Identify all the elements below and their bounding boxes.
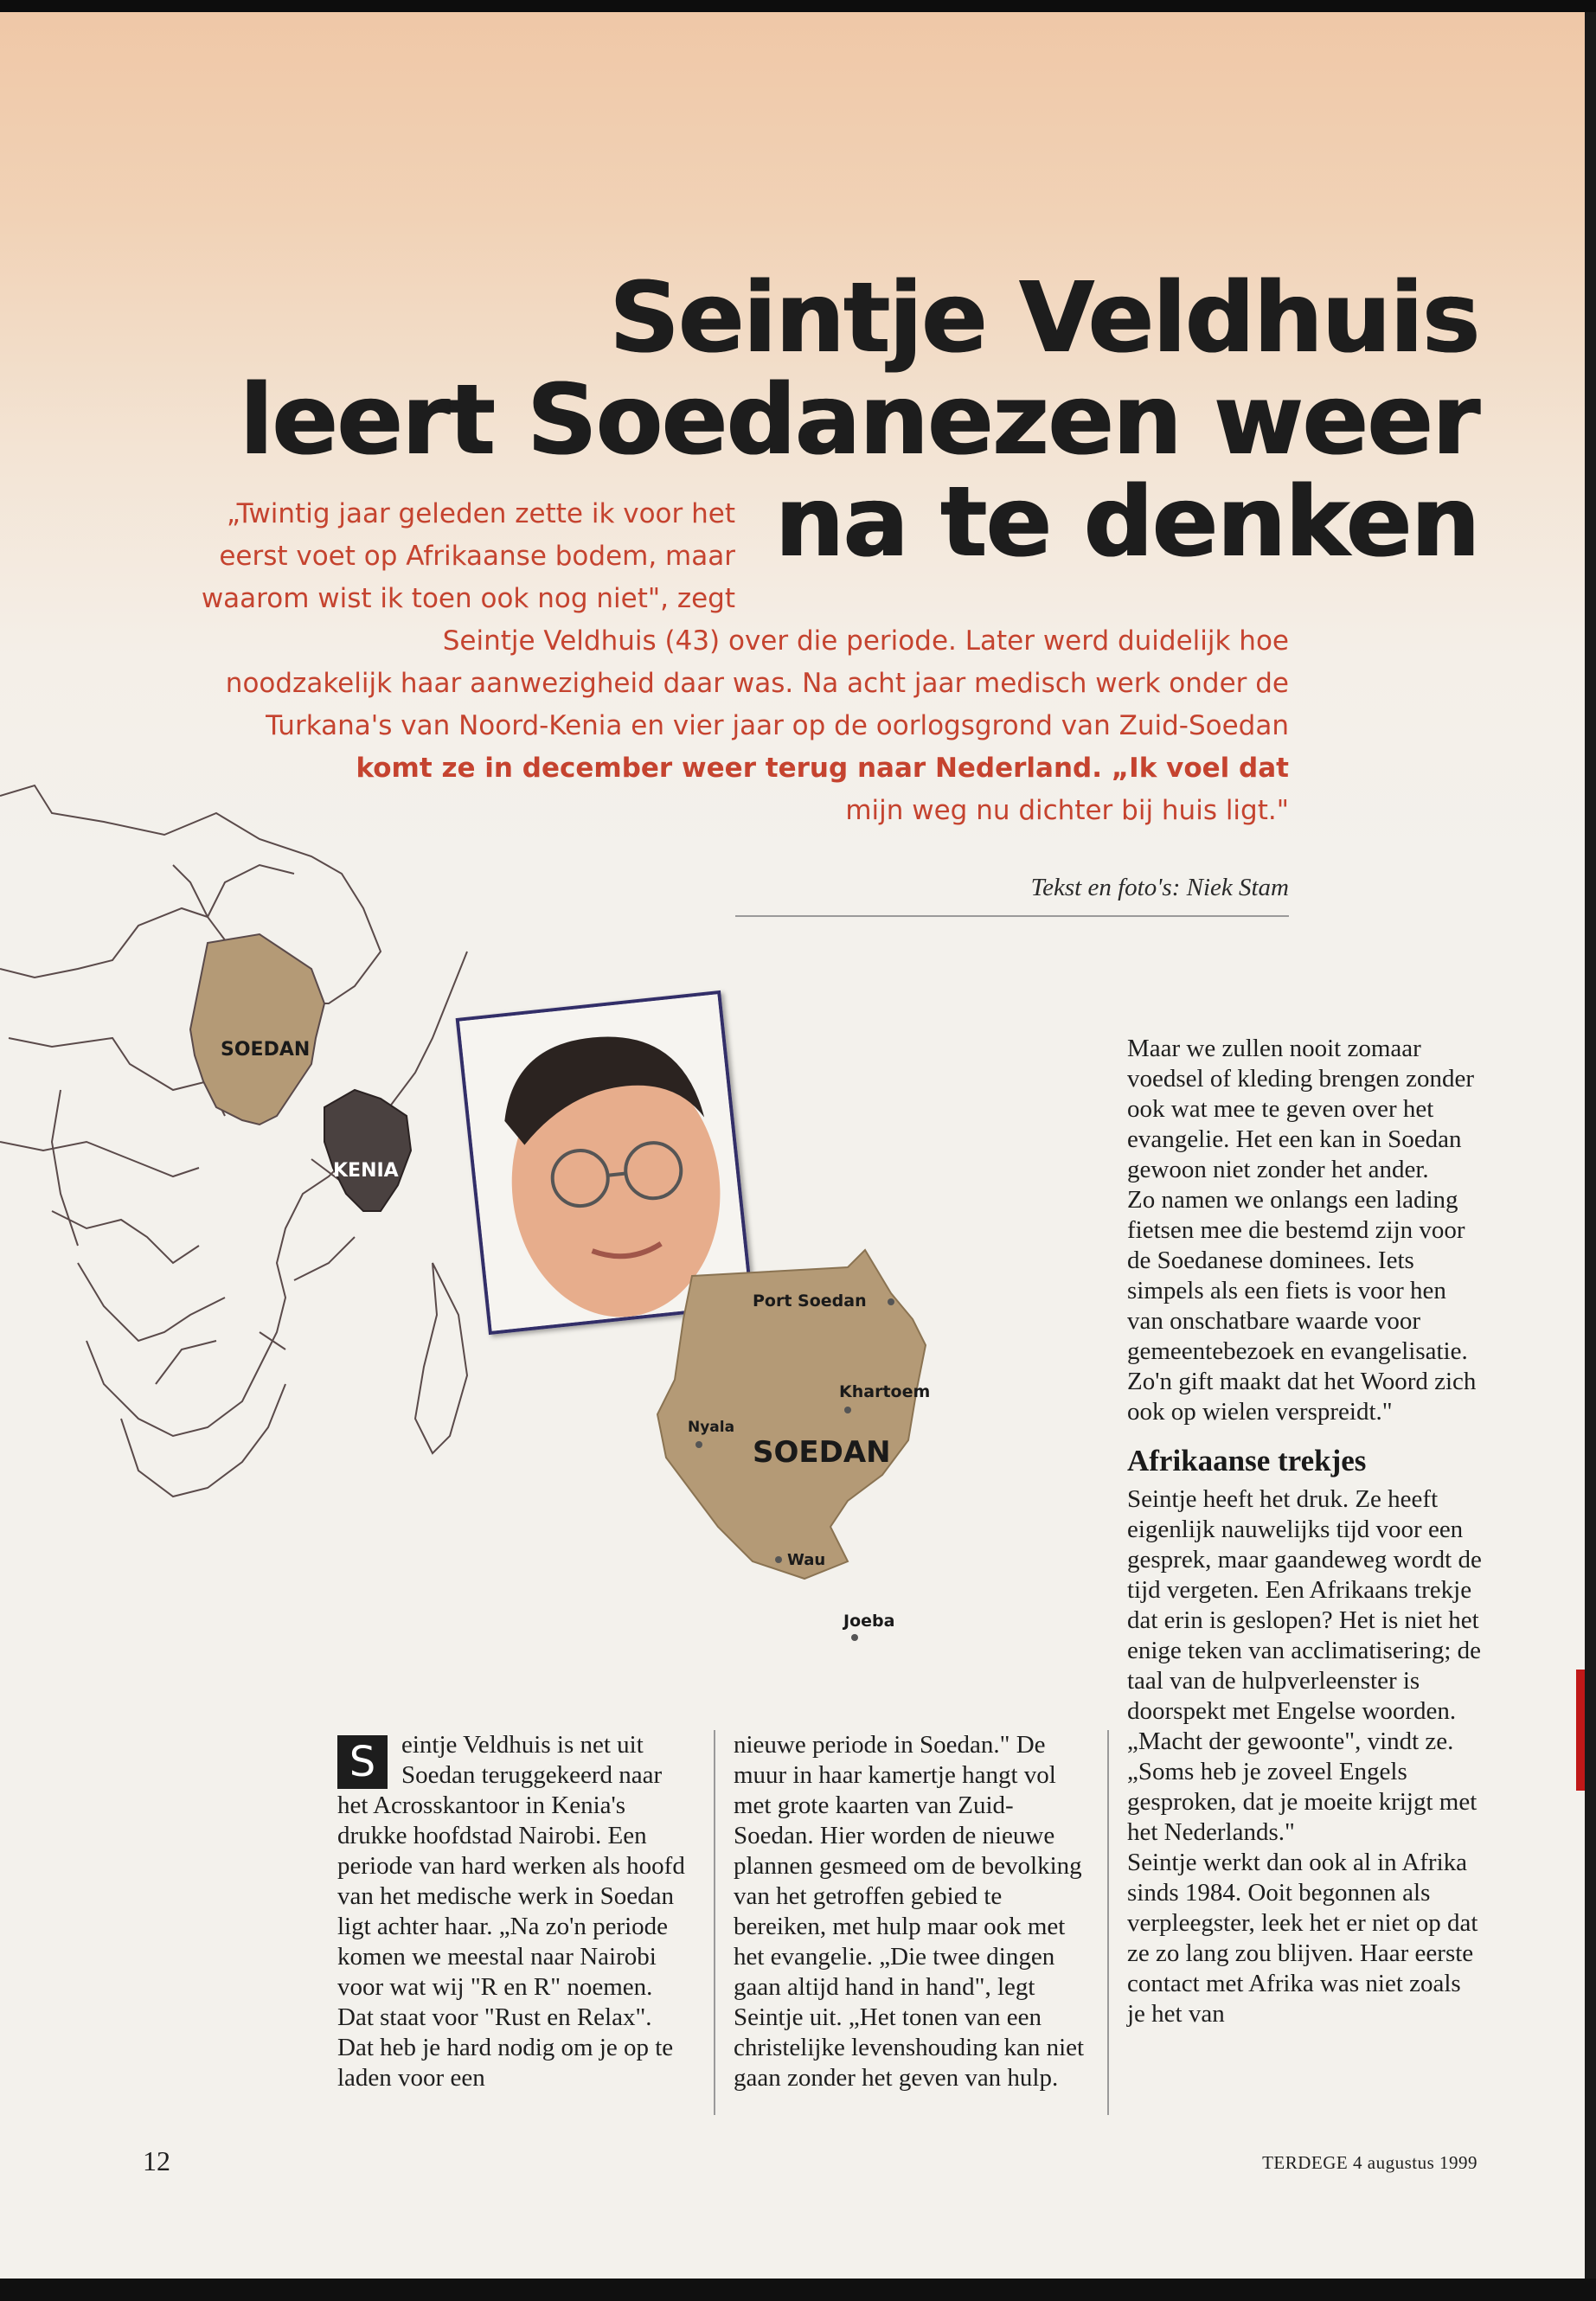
article-column-2	[734, 1730, 1086, 2093]
paragraph: nieuwe periode in Soedan." De muur in haar kamertje hangt vol met grote kaarten van Zuid-Soedan. Hier worden de nieuwe plannen gesmeed om de bevolking van het getroffen gebied te bereiken, met hulp maar ook met het evangelie. „Die twee dingen gaan altijd hand in hand", legt Seintje uit. „Het tonen van een christelijke levenshouding kan niet gaan zonder het geven van hulp.	[734, 1731, 1085, 2092]
headline-line-2: leert Soedanezen weer	[240, 364, 1479, 477]
city-dot	[695, 1441, 702, 1448]
sudan-shape	[190, 934, 324, 1125]
intro-line: eerst voet op Afrikaanse bodem, maar	[219, 541, 735, 572]
headline-line-3: na te denken	[775, 466, 1479, 579]
sudan-map	[623, 1215, 1029, 1665]
scan-right-border	[1585, 12, 1596, 2279]
intro-line: Seintje Veldhuis (43) over die periode. Later werd duidelijk hoe	[442, 625, 1289, 657]
city-wau: Wau	[787, 1551, 826, 1569]
scan-top-border	[0, 0, 1596, 12]
intro-line: „Twintig jaar geleden zette ik voor het	[226, 498, 735, 529]
intro-line: noodzakelijk haar aanwezigheid daar was. Na acht jaar medisch werk onder de	[225, 668, 1289, 699]
drop-cap: S	[337, 1735, 388, 1789]
scan-bottom-border	[0, 2279, 1596, 2301]
paragraph: Maar we zullen nooit zomaar voedsel of kleding brengen zonder ook wat mee te geven over het evangelie. Het een kan in Soedan gewoon niet zonder het ander.	[1127, 1035, 1475, 1183]
city-khartoem: Khartoem	[839, 1382, 931, 1401]
magazine-footer: TERDEGE 4 augustus 1999	[1262, 2152, 1477, 2173]
paragraph: Zo namen we onlangs een lading fietsen mee die bestemd zijn voor de Soedanese dominees. Iets simpels als een fiets is voor hen van onschatbare waarde voor gemeentebezoek en evangelisatie. Zo'n gift maakt dat het Woord zich ook op wielen verspreidt."	[1127, 1186, 1477, 1426]
intro-block-top	[112, 493, 735, 620]
subheading: Afrikaanse trekjes	[1127, 1444, 1367, 1477]
city-joeba: Joeba	[843, 1612, 895, 1631]
sudan-title: SOEDAN	[753, 1435, 891, 1470]
city-dot	[844, 1407, 851, 1413]
intro-line: Turkana's van Noord-Kenia en vier jaar op de oorlogsgrond van Zuid-Soedan	[266, 710, 1289, 741]
column-divider	[1107, 1730, 1109, 2115]
intro-line: mijn weg nu dichter bij huis ligt."	[845, 795, 1289, 826]
city-dot	[775, 1556, 782, 1563]
byline-rule	[735, 915, 1289, 917]
byline: Tekst en foto's: Niek Stam	[1030, 874, 1289, 901]
city-dot	[851, 1634, 858, 1641]
city-nyala: Nyala	[688, 1419, 735, 1436]
column-divider	[714, 1730, 715, 2115]
article-column-1	[337, 1730, 692, 2093]
headline-line-1: Seintje Veldhuis	[609, 262, 1479, 375]
intro-line: komt ze in december weer terug naar Nederland. „Ik voel dat	[356, 753, 1289, 784]
article-column-3	[1127, 1034, 1484, 2029]
map-label-sudan: SOEDAN	[221, 1039, 311, 1061]
page-edge-mark	[1576, 1670, 1585, 1791]
city-port-soedan: Port Soedan	[753, 1292, 867, 1311]
city-dot	[888, 1298, 894, 1305]
intro-line: waarom wist ik toen ook nog niet", zegt	[201, 583, 735, 614]
map-label-kenya: KENIA	[333, 1160, 399, 1182]
paragraph: Seintje werkt dan ook al in Afrika sinds 1984. Ooit begonnen als verpleegster, leek het er niet op dat ze zo lang zou blijven. Haar eerste contact met Afrika was niet zoals je het van	[1127, 1849, 1478, 2028]
kenya-shape	[324, 1090, 411, 1211]
page-number: 12	[143, 2145, 170, 2176]
paragraph: Seintje heeft het druk. Ze heeft eigenlijk nauwelijks tijd voor een gesprek, maar gaandeweg wordt de tijd vergeten. Een Afrikaans trekje dat erin is geslopen? Het is niet het enige teken van acclimatisering; de taal van de hulpverleenster is doorspekt met Engelse woorden. „Macht der gewoonte", vindt ze. „Soms heb je zoveel Engels gesproken, dat je moeite krijgt met het Nederlands."	[1127, 1485, 1482, 1846]
paragraph: eintje Veldhuis is net uit Soedan teruggekeerd naar het Acrosskantoor in Kenia's drukke hoofdstad Nairobi. Een periode van hard werken als hoofd van het medische werk in Soedan ligt achter haar. „Na zo'n periode komen we meestal naar Nairobi voor wat wij "R en R" noemen. Dat staat voor "Rust en Relax". Dat heb je hard nodig om je op te laden voor een	[337, 1731, 685, 2092]
